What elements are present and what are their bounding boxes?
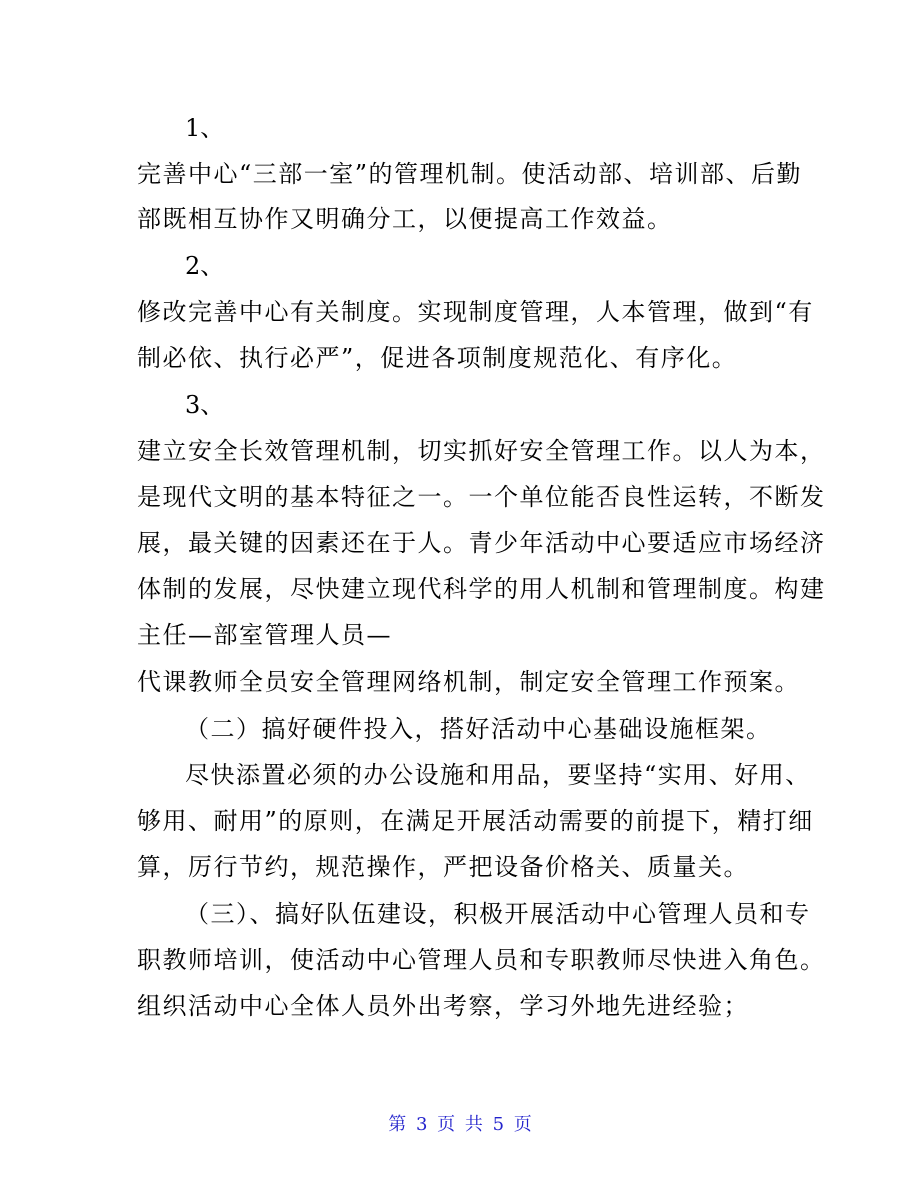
list-number: 3、 (185, 391, 225, 419)
paragraph-line: 主任—部室管理人员— (137, 621, 392, 649)
paragraph-line: 够用、耐用”的原则，在满足开展活动需要的前提下，精打细 (137, 807, 814, 835)
paragraph-line: 组织活动中心全体人员外出考察，学习外地先进经验； (137, 992, 749, 1020)
paragraph-line: 修改完善中心有关制度。实现制度管理，人本管理，做到“有 (137, 298, 814, 326)
footer-total-word: 共 (464, 1114, 483, 1135)
footer-page-word: 页 (437, 1114, 456, 1135)
footer-suffix: 页 (513, 1114, 532, 1135)
paragraph-line: 尽快添置必须的办公设施和用品，要坚持“实用、好用、 (185, 761, 811, 789)
paragraph-line: 制必依、执行必严”，促进各项制度规范化、有序化。 (137, 344, 738, 372)
paragraph-line: 是现代文明的基本特征之一。一个单位能否良性运转，不断发 (137, 483, 826, 511)
paragraph-line: 完善中心“三部一室”的管理机制。使活动部、培训部、后勤 (137, 160, 803, 188)
section-heading: （二）搞好硬件投入，搭好活动中心基础设施框架。 (185, 715, 772, 743)
list-number: 1、 (185, 114, 225, 142)
paragraph-line: 代课教师全员安全管理网络机制，制定安全管理工作预案。 (137, 668, 800, 696)
paragraph-line: 建立安全长效管理机制，切实抓好安全管理工作。以人为本， (137, 437, 826, 465)
paragraph-line: 展，最关键的因素还在于人。青少年活动中心要适应市场经济 (137, 529, 826, 557)
section-heading: （三）、搞好队伍建设，积极开展活动中心管理人员和专 (185, 900, 811, 928)
paragraph-line: 部既相互协作又明确分工，以便提高工作效益。 (137, 205, 673, 233)
paragraph-line: 算，厉行节约，规范操作，严把设备价格关、质量关。 (137, 853, 749, 881)
paragraph-line: 职教师培训，使活动中心管理人员和专职教师尽快进入角色。 (137, 946, 826, 974)
footer-prefix: 第 (388, 1114, 407, 1135)
paragraph-line: 体制的发展，尽快建立现代科学的用人机制和管理制度。构建 (137, 575, 826, 603)
total-page-number: 5 (492, 1114, 505, 1135)
current-page-number: 3 (415, 1114, 428, 1135)
list-number: 2、 (185, 252, 225, 280)
page-footer (0, 1112, 920, 1138)
